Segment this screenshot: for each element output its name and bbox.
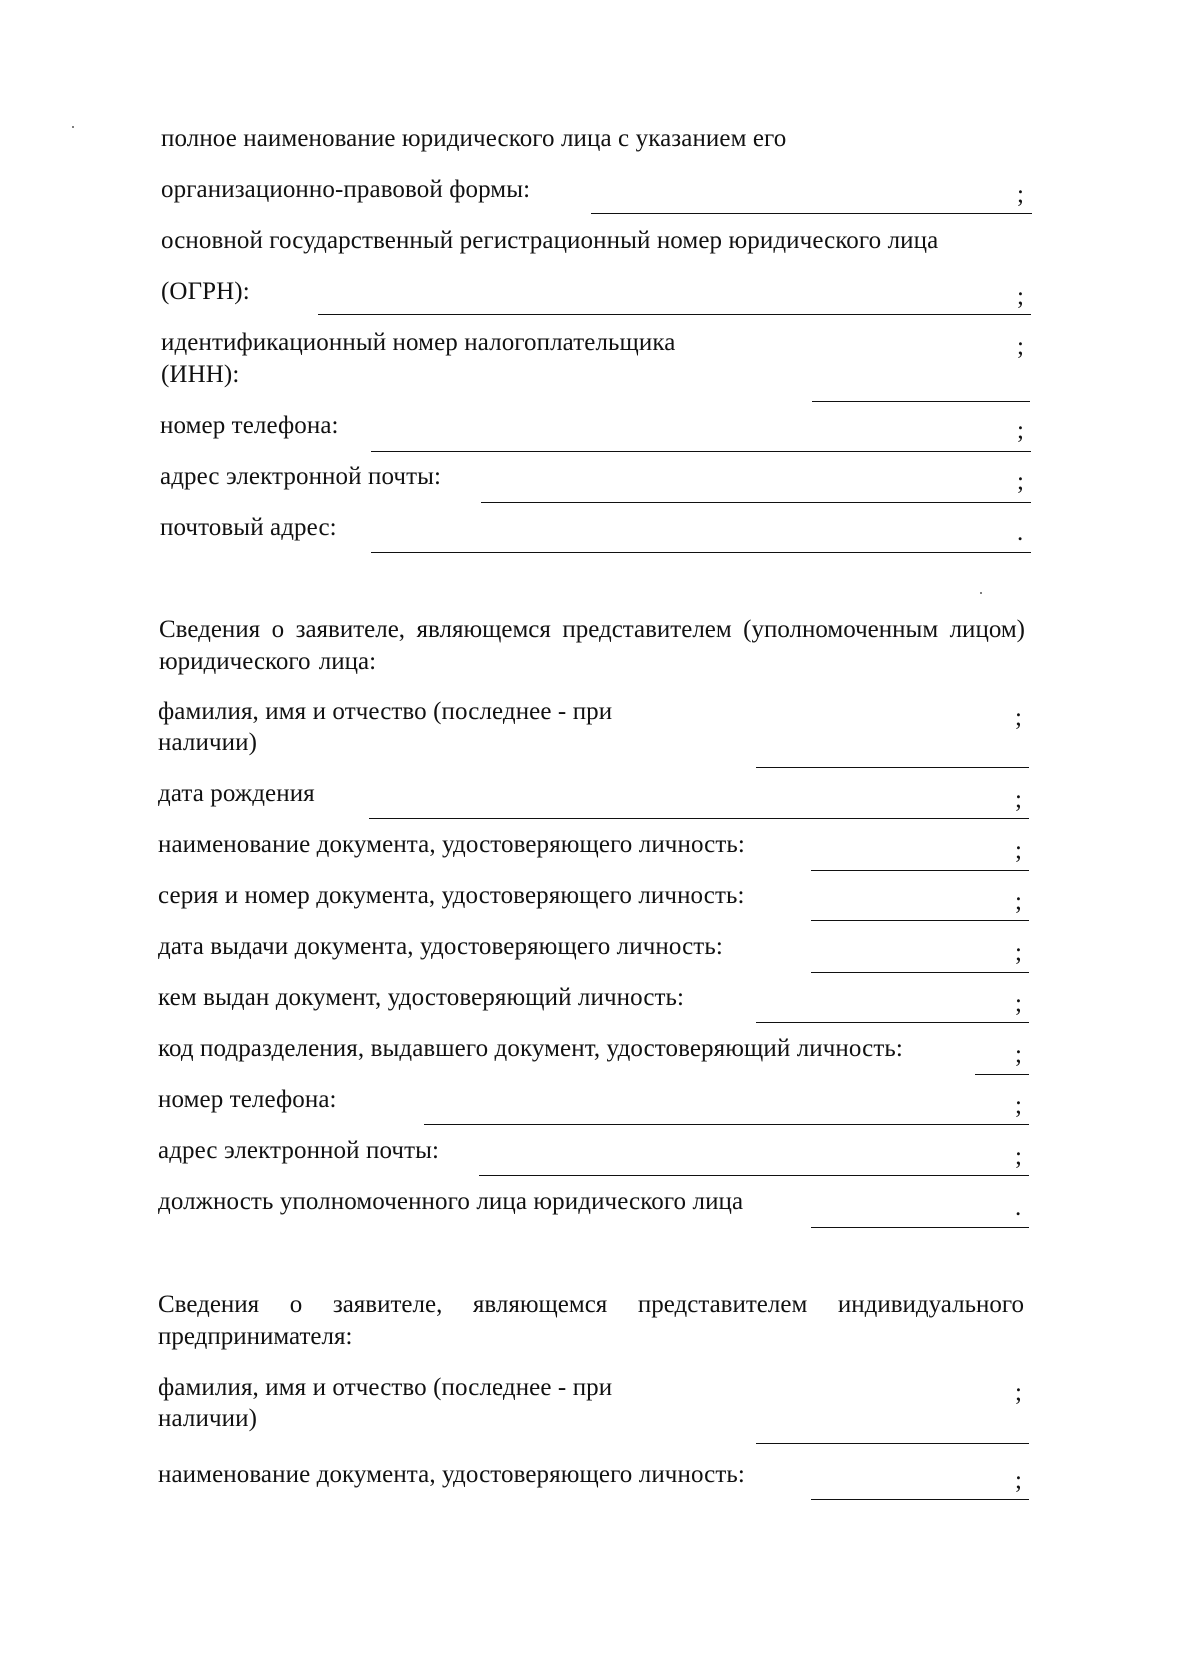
field-end-mark: ; <box>1017 283 1024 310</box>
field-label-inn-line1: идентификационный номер налогоплательщика <box>161 329 676 356</box>
field-end-mark: ; <box>1017 181 1024 208</box>
field-end-mark: ; <box>1015 837 1022 864</box>
field-label-full-name-line2: организационно-правовой формы: <box>161 176 531 203</box>
field-label-birth-date: дата рождения <box>158 780 315 807</box>
field-end-mark: ; <box>1015 1092 1022 1119</box>
field-end-mark: ; <box>1015 990 1022 1017</box>
field-label-fio-line1: фамилия, имя и отчество (последнее - при <box>158 1374 613 1401</box>
input-line-position[interactable] <box>811 1227 1029 1228</box>
input-line-email[interactable] <box>479 1175 1029 1176</box>
input-line-full-name[interactable] <box>591 213 1032 214</box>
input-line-email[interactable] <box>481 502 1031 503</box>
field-label-id-doc-name: наименование документа, удостоверяющего личность: <box>158 1461 745 1488</box>
field-end-mark: ; <box>1015 1143 1022 1170</box>
field-end-mark: ; <box>1015 1467 1022 1494</box>
scan-speck <box>980 592 982 594</box>
field-label-inn-line2: (ИНН): <box>161 361 240 388</box>
field-end-mark: ; <box>1015 888 1022 915</box>
field-label-email: адрес электронной почты: <box>160 463 442 490</box>
input-line-fio[interactable] <box>756 767 1029 768</box>
field-label-id-doc-issuer: кем выдан документ, удостоверяющий личность: <box>158 984 685 1011</box>
field-label-id-doc-number: серия и номер документа, удостоверяющего личность: <box>158 882 745 909</box>
field-label-id-doc-name: наименование документа, удостоверяющего личность: <box>158 831 745 858</box>
field-label-fio-line2: наличии) <box>158 729 258 756</box>
field-end-mark: . <box>1015 1194 1022 1221</box>
scan-speck <box>72 126 74 128</box>
input-line-birth-date[interactable] <box>369 818 1029 819</box>
field-end-mark: ; <box>1017 468 1024 495</box>
field-label-position: должность уполномоченного лица юридического лица <box>158 1188 744 1215</box>
input-line-id-doc-issuer[interactable] <box>756 1022 1029 1023</box>
section-heading-representative-legal: Сведения о заявителе, являющемся представителем (уполномоченным лицом) юридического лица: <box>159 616 1025 675</box>
field-end-mark: ; <box>1015 1379 1022 1406</box>
field-end-mark: ; <box>1017 333 1024 360</box>
section-heading-representative-ip: Сведения о заявителе, являющемся представителем индивидуального предпринимателя: <box>158 1291 1024 1350</box>
input-line-phone[interactable] <box>424 1124 1029 1125</box>
field-end-mark: ; <box>1017 417 1024 444</box>
field-end-mark: ; <box>1015 704 1022 731</box>
input-line-ogrn[interactable] <box>318 314 1031 315</box>
field-label-phone: номер телефона: <box>158 1086 337 1113</box>
field-label-full-name-line1: полное наименование юридического лица с указанием его <box>161 125 787 152</box>
input-line-postal-address[interactable] <box>371 552 1031 553</box>
field-label-id-doc-date: дата выдачи документа, удостоверяющего личность: <box>158 933 723 960</box>
input-line-division-code[interactable] <box>975 1074 1029 1075</box>
field-end-mark: ; <box>1015 786 1022 813</box>
input-line-id-doc-name[interactable] <box>811 870 1029 871</box>
input-line-inn[interactable] <box>812 401 1030 402</box>
field-label-fio-line2: наличии) <box>158 1405 258 1432</box>
field-label-division-code: код подразделения, выдавшего документ, удостоверяющий личность: <box>158 1035 903 1062</box>
input-line-id-doc-number[interactable] <box>811 920 1029 921</box>
field-label-ogrn-line1: основной государственный регистрационный номер юридического лица <box>161 227 939 254</box>
input-line-phone[interactable] <box>371 451 1031 452</box>
input-line-fio[interactable] <box>756 1443 1029 1444</box>
input-line-id-doc-name[interactable] <box>811 1499 1029 1500</box>
field-label-ogrn-line2: (ОГРН): <box>161 278 250 305</box>
field-label-postal-address: почтовый адрес: <box>160 514 337 541</box>
field-end-mark: ; <box>1015 1041 1022 1068</box>
field-label-phone: номер телефона: <box>160 412 339 439</box>
input-line-id-doc-date[interactable] <box>811 972 1029 973</box>
field-end-mark: ; <box>1015 939 1022 966</box>
field-label-email: адрес электронной почты: <box>158 1137 440 1164</box>
field-label-fio-line1: фамилия, имя и отчество (последнее - при <box>158 698 613 725</box>
field-end-mark: . <box>1017 519 1024 546</box>
